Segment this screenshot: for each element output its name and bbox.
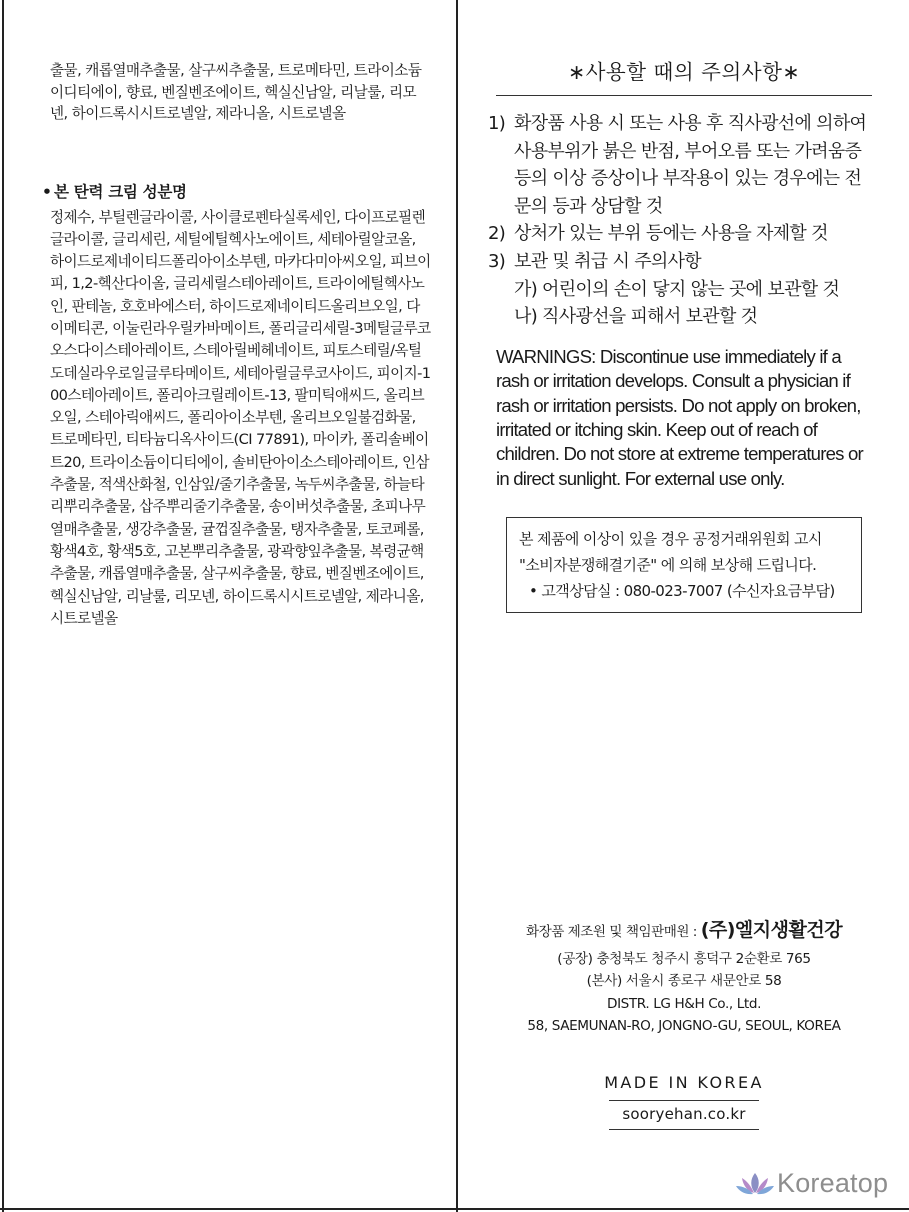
- hq-address: (본사) 서울시 종로구 새문안로 58: [586, 973, 782, 990]
- manufacturer-line: [496, 918, 872, 944]
- caution-text: 나) 직사광선을 피해서 보관할 것: [514, 306, 758, 328]
- caution-text: 화장품 사용 시 또는 사용 후 직사광선에 의하여 사용부위가 붉은 반점, 부어오름 또는 가려움증 등의 이상 증상이나 부작용이 있는 경우에는 전문의 등과 상담할 것: [514, 113, 867, 217]
- website-link[interactable]: sooryehan.co.kr: [609, 1100, 759, 1130]
- made-in-label: MADE IN KOREA: [604, 1072, 764, 1092]
- caution-item: [488, 248, 872, 276]
- manufacturer-label: 화장품 제조원 및 책임판매원 :: [525, 924, 701, 940]
- bullet-icon: •: [42, 182, 52, 201]
- watermark: [735, 1168, 888, 1199]
- caution-list: [488, 110, 872, 331]
- section-heading-text: 본 탄력 크림 성분명: [54, 182, 187, 201]
- section-heading: [42, 181, 432, 203]
- caution-title: ∗사용할 때의 주의사항∗: [496, 55, 872, 96]
- left-border-line: [2, 0, 4, 1212]
- customer-service-contact: • 고객상담실 : 080-023-7007 (수신자요금부담): [529, 582, 835, 601]
- column-divider-line: [456, 0, 458, 1212]
- notice-line: "소비자분쟁해결기준" 에 의해 보상해 드립니다.: [519, 556, 817, 575]
- manufacturer-company: (주)엘지생활건강: [700, 919, 843, 941]
- lotus-icon: [735, 1169, 775, 1199]
- caution-number: 1): [488, 113, 506, 134]
- distributor-name: DISTR. LG H&H Co., Ltd.: [607, 995, 761, 1012]
- caution-item: [488, 220, 872, 248]
- bottom-border-line: [0, 1208, 909, 1210]
- caution-text: 상처가 있는 부위 등에는 사용을 자제할 것: [514, 223, 828, 245]
- caution-text: 보관 및 취급 시 주의사항: [514, 250, 701, 272]
- manufacturer-block: [496, 918, 872, 1130]
- ingredients-list-text: 정제수, 부틸렌글라이콜, 사이클로펜타실록세인, 다이프로필렌글라이콜, 글리세린, 세틸에틸헥사노에이트, 세테아릴알코올, 하이드로제네이티드폴리아이소부텐, 마카다미아씨오일, 피브이피, 1,2-헥산다이올, 글리세릴스테아레이트, 트라이에틸헥사노인, 판테놀, 호호바에스터, 하이드로제네이티드올리브오일, 다이메티콘, 이눌린라우릴카바메이트, 폴리글리세릴-3메틸글루코오스다이스테아레이트, 스테아릴베헤네이트, 피토스테릴/옥틸도데실라우로일글루타메이트, 세테아릴글루코사이드, 피이지-100스테아레이트, 폴리아크릴레이트-13, 팔미틱애씨드, 올리브오일, 스테아릭애씨드, 폴리아이소부텐, 올리브오일불검화물, 트로메타민, 티타늄디옥사이드(CI 77891), 마이카, 폴리솔베이트20, 트라이소듐이디티에이, 솔비탄아이소스테아레이트, 인삼추출물, 적색산화철, 인삼잎/줄기추출물, 녹두씨추출물, 하늘타리뿌리추출물, 삽주뿌리줄기추출물, 송이버섯추출물, 초피나무열매추출물, 생강추출물, 귤껍질추출물, 탱자추출물, 토코페롤, 황색4호, 황색5호, 고본뿌리추출물, 광곽향잎추출물, 복령균핵추출물, 캐롭열매추출물, 살구씨추출물, 향료, 벤질벤조에이트, 헥실신남알, 리날룰, 리모넨, 하이드록시시트로넬알, 제라니올, 시트로넬올: [50, 208, 431, 627]
- caution-number: 3): [488, 250, 506, 272]
- caution-column: [488, 55, 872, 613]
- caution-text: 가) 어린이의 손이 닿지 않는 곳에 보관할 것: [514, 278, 840, 300]
- notice-line: 본 제품에 이상이 있을 경우 공정거래위원회 고시: [519, 530, 822, 549]
- caution-number: 2): [488, 223, 506, 245]
- watermark-text: Koreatop: [777, 1168, 889, 1198]
- ingredients-continued-text: 출물, 캐롭열매추출물, 살구씨추출물, 트로메타민, 트라이소듐이디티에이, 향료, 벤질벤조에이트, 헥실신남알, 리날룰, 리모넨, 하이드록시시트로넬알, 제라니올, 시트로넬올: [50, 62, 422, 122]
- caution-subitem: [496, 276, 872, 304]
- consumer-notice-box: [506, 517, 862, 613]
- ingredients-column: [42, 60, 432, 645]
- factory-address: (공장) 충청북도 청주시 흥덕구 2순환로 765: [557, 951, 811, 967]
- english-address: 58, SAEMUNAN-RO, JONGNO-GU, SEOUL, KOREA: [527, 1018, 841, 1035]
- website-wrap: [496, 1100, 872, 1130]
- warnings-text: WARNINGS: Discontinue use immediately if a rash or irritation develops. Consult a physician if rash or irritation persists. Do not apply on broken, irritated or itching skin. Keep out of reach of children. Do not store at extreme temperatures or in direct sunlight. For external use only.: [496, 345, 863, 489]
- caution-subitem: [496, 303, 872, 331]
- caution-item: [488, 110, 872, 220]
